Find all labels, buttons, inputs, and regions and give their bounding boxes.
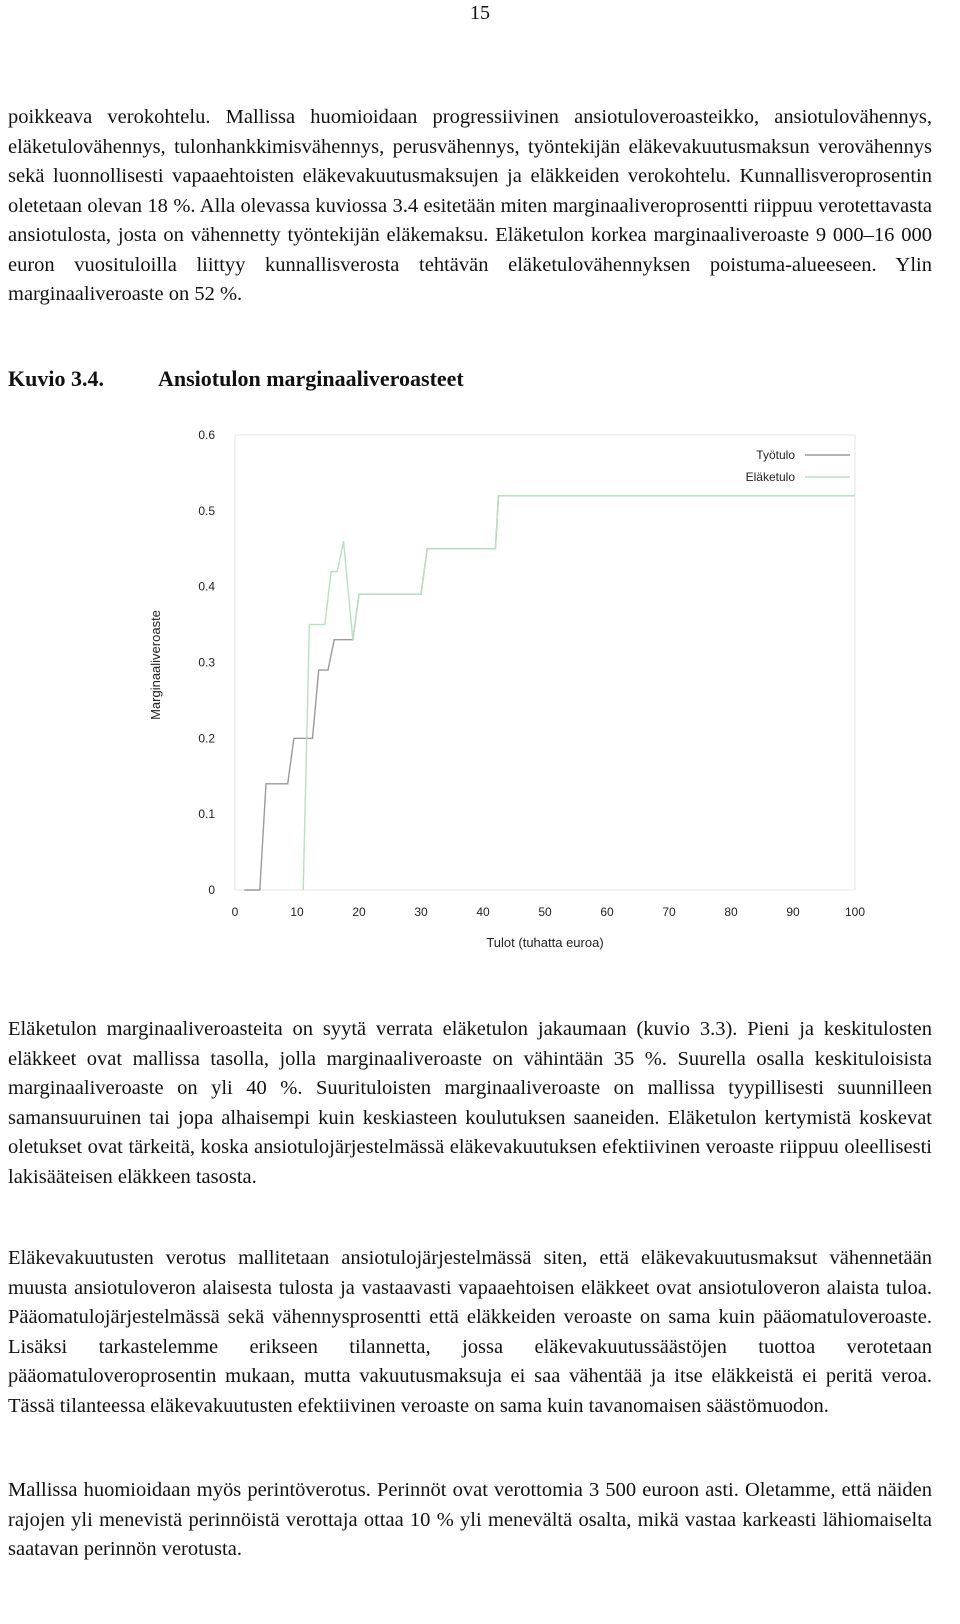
x-tick-label: 10 bbox=[290, 905, 304, 919]
figure-title: Ansiotulon marginaaliveroasteet bbox=[158, 366, 464, 391]
x-tick-label: 50 bbox=[538, 905, 552, 919]
x-tick-label: 100 bbox=[844, 905, 866, 919]
plot-border bbox=[235, 435, 855, 890]
body-paragraph: poikkeava verokohtelu. Mallissa huomioidaan progressiivinen ansiotuloveroasteikko, ansiotulovähennys, eläketulovähennys, tulonhankkimisvähennys, perusvähennys, työntekijän eläkevakuutusmaksun verovähennys sekä luonnollisesti vapaaehtoisten eläkevakuutusmaksujen ja eläkkeiden verokohtelu. Kunnallisveroprosentin oletetaan olevan 18 %. Alla olevassa kuviossa 3.4 esitetään miten marginaaliveroprosentti riippuu verotettavasta ansiotulosta, josta on vähennetty työntekijän eläkemaksu. Eläketulon korkea marginaaliveroaste 9 000–16 000 euron vuosituloilla liittyy kunnallisverosta tehtävän eläketulovähennyksen poistuma-alueeseen. Ylin marginaaliveroaste on 52 %. bbox=[8, 106, 932, 305]
y-tick-label: 0.3 bbox=[198, 655, 215, 670]
page-number: 15 bbox=[470, 2, 490, 24]
series-line-2 bbox=[303, 496, 855, 890]
body-paragraph: Eläkevakuutusten verotus mallitetaan ansiotulojärjestelmässä siten, että eläkevakuutusmaksut vähennetään muusta ansiotuloveron alaisesta tulosta ja vastaavasti vapaaehtoisen eläkkeet ovat ansiotuloveron alaista tuloa. Pääomatulojärjestelmässä sekä vähennysprosentti että eläkkeiden veroaste on sama kuin pääomatuloveroaste. Lisäksi tarkastelemme erikseen tilannetta, jossa eläkevakuutussäästöjen tuottoa verotetaan pääomatuloveroprosentin mukaan, mutta vakuutusmaksuja ei saa vähentää ja itse eläkkeistä ei peritä veroa. Tässä tilanteessa eläkevakuutusten efektiivinen veroaste on sama kuin tavanomaisen säästömuodon. bbox=[8, 1247, 932, 1417]
x-tick-label: 40 bbox=[476, 905, 490, 919]
marginal-tax-rate-chart bbox=[140, 420, 900, 960]
y-tick-label: 0.1 bbox=[198, 807, 215, 822]
figure-number: Kuvio 3.4. bbox=[8, 366, 104, 391]
x-axis-label: Tulot (tuhatta euroa) bbox=[486, 935, 604, 950]
x-tick-label: 60 bbox=[600, 905, 614, 919]
x-tick-label: 90 bbox=[786, 905, 800, 919]
y-tick-label: 0.6 bbox=[198, 428, 215, 442]
y-axis-label: Marginaaliveroaste bbox=[148, 610, 163, 720]
body-paragraph: Mallissa huomioidaan myös perintöverotus. Perinnöt ovat verottomia 3 500 euroon asti. Oletamme, että näiden rajojen yli menevistä perinnöistä verottaja ottaa 10 % yli menevältä osalta, mikä vastaa karkeasti lähiomaiselta saatavan perinnön verotusta. bbox=[8, 1479, 932, 1560]
y-axis-ticks bbox=[198, 428, 215, 897]
y-tick-label: 0.5 bbox=[198, 503, 215, 518]
y-tick-label: 0.2 bbox=[198, 731, 215, 746]
series-lines bbox=[244, 496, 855, 890]
x-tick-label: 70 bbox=[662, 905, 676, 919]
legend bbox=[746, 448, 850, 484]
x-tick-label: 80 bbox=[724, 905, 738, 919]
legend-label: Eläketulo bbox=[745, 470, 795, 484]
body-paragraph: Eläketulon marginaaliveroasteita on syytä verrata eläketulon jakaumaan (kuvio 3.3). Pieni ja keskitulosten eläkkeet ovat mallissa tasolla, jolla marginaaliveroaste on vähintään 35 %. Suurella osalla keskituloisista marginaaliveroaste on yli 40 %. Suurituloisten marginaaliveroaste on mallissa tyypillisesti suunnilleen samansuuruinen tai jopa alhaisempi kuin keskiasteen koulutuksen saaneiden. Eläketulon kertymistä koskevat oletukset ovat tärkeitä, koska ansiotulojärjestelmässä eläkevakuutuksen efektiivinen veroaste riippuu oleellisesti lakisääteisen eläkkeen tasosta. bbox=[8, 1018, 932, 1188]
figure-caption bbox=[8, 366, 464, 392]
y-tick-label: 0 bbox=[208, 883, 215, 897]
plot-area bbox=[235, 435, 855, 890]
x-tick-label: 20 bbox=[352, 905, 366, 919]
series-line-1 bbox=[244, 496, 855, 890]
legend-label: Työtulo bbox=[756, 448, 795, 462]
x-axis-ticks bbox=[232, 905, 866, 919]
x-tick-label: 0 bbox=[231, 905, 239, 919]
y-tick-label: 0.4 bbox=[198, 579, 215, 594]
x-tick-label: 30 bbox=[414, 905, 428, 919]
